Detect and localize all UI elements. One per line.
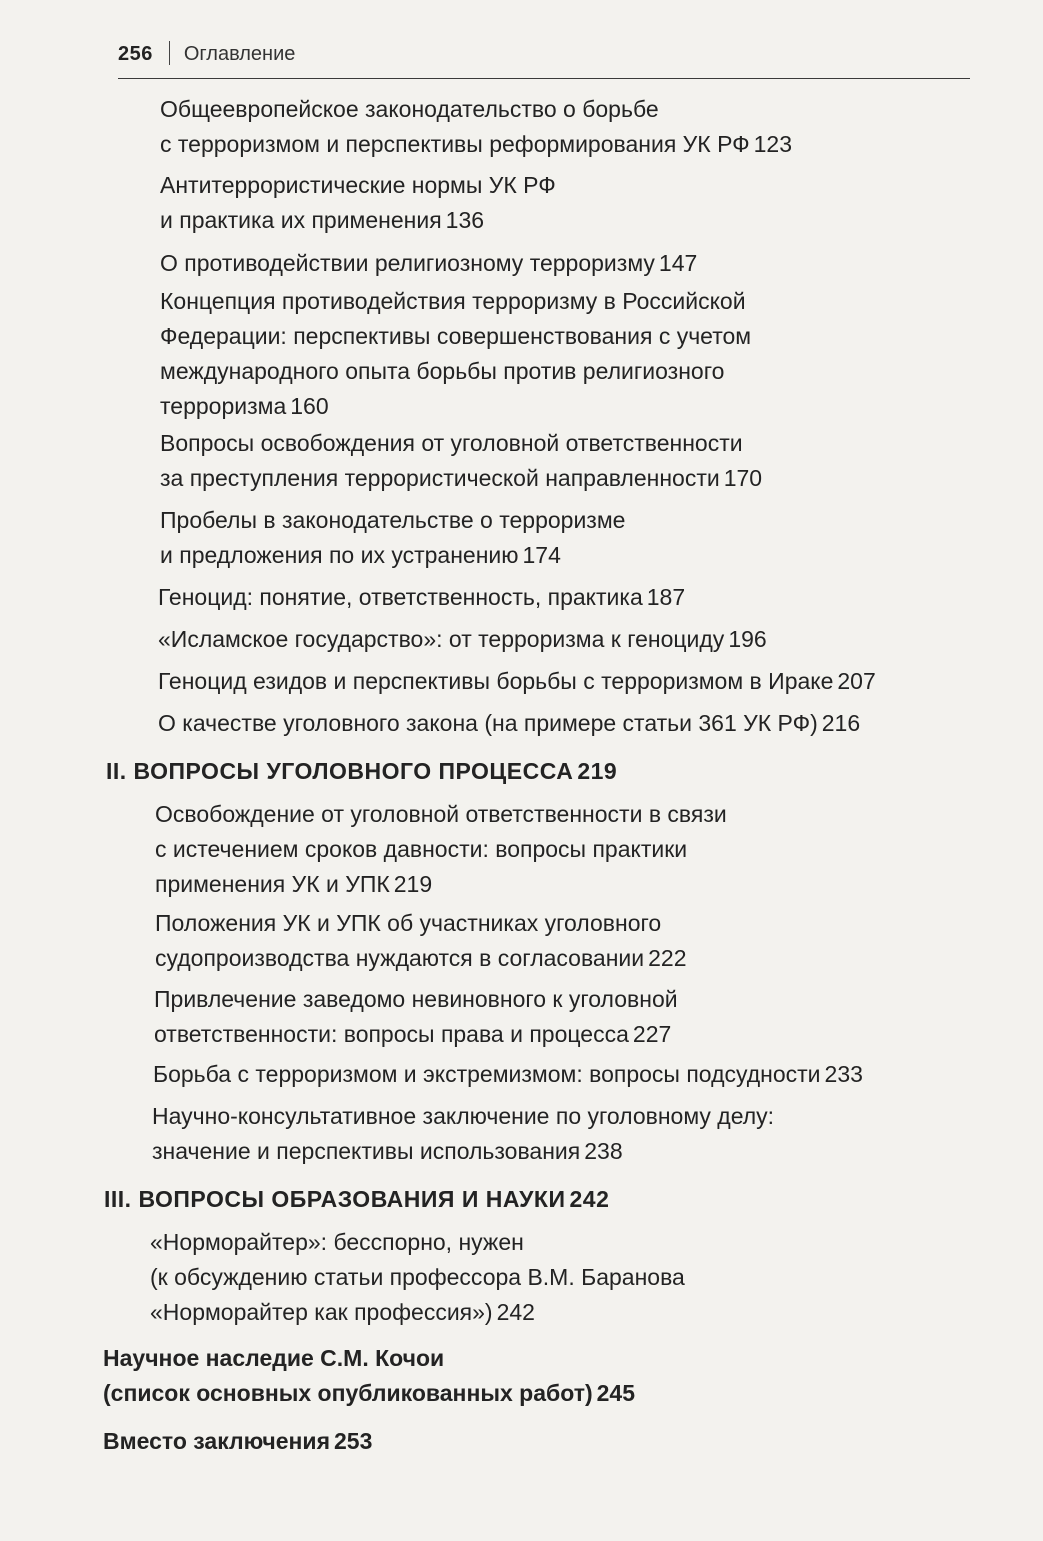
toc-entry[interactable] xyxy=(150,1225,950,1330)
toc-entry[interactable] xyxy=(152,1099,952,1169)
toc-entry[interactable] xyxy=(155,797,955,902)
toc-entry-line: Геноцид: понятие, ответственность, практика xyxy=(158,584,643,610)
toc-entry[interactable] xyxy=(154,982,954,1052)
toc-entry[interactable] xyxy=(155,906,955,976)
toc-entry-line: «Норморайтер как профессия») xyxy=(150,1299,493,1325)
toc-page-number: 207 xyxy=(837,668,876,694)
toc-entry-line: с терроризмом и перспективы реформирования УК РФ xyxy=(160,131,750,157)
toc-page-number: 174 xyxy=(522,542,561,568)
toc-entry[interactable] xyxy=(160,246,962,281)
toc-entry[interactable] xyxy=(103,1424,949,1459)
toc-entry-line: (список основных опубликованных работ) xyxy=(103,1380,593,1406)
header-divider xyxy=(169,41,170,65)
toc-entry-line: Геноцид езидов и перспективы борьбы с терроризмом в Ираке xyxy=(158,668,834,694)
toc-entry-line: О противодействии религиозному терроризму xyxy=(160,250,655,276)
toc-entry[interactable] xyxy=(158,706,958,741)
toc-entry-line: значение и перспективы использования xyxy=(152,1138,581,1164)
toc-page-number: 170 xyxy=(723,465,763,491)
toc-page-number: 238 xyxy=(584,1138,623,1164)
toc-entry-line: международного опыта борьбы против религиозного xyxy=(160,358,725,384)
toc-entry[interactable] xyxy=(158,622,958,657)
toc-entry[interactable] xyxy=(158,664,958,699)
toc-entry-line: и практика их применения xyxy=(160,207,442,233)
toc-entry-line: и предложения по их устранению xyxy=(160,542,519,568)
running-header xyxy=(118,40,970,79)
toc-entry-line: III. ВОПРОСЫ ОБРАЗОВАНИЯ И НАУКИ xyxy=(104,1186,566,1212)
toc-page-number: 227 xyxy=(632,1021,672,1047)
toc-entry[interactable] xyxy=(158,580,960,615)
toc-entry-line: за преступления террористической направленности xyxy=(160,465,720,491)
toc-entry-line: Привлечение заведомо невиновного к уголовной xyxy=(154,986,678,1012)
toc-entry-line: Общеевропейское законодательство о борьбе xyxy=(160,96,659,122)
toc-entry-line: Антитеррористические нормы УК РФ xyxy=(160,172,556,198)
toc-page-number: 136 xyxy=(445,207,485,233)
toc-page-number: 123 xyxy=(753,131,793,157)
toc-entry-line: Освобождение от уголовной ответственности в связи xyxy=(155,801,727,827)
toc-page-number: 219 xyxy=(577,758,618,784)
toc-entry-line: II. ВОПРОСЫ УГОЛОВНОГО ПРОЦЕССА xyxy=(106,758,574,784)
toc-section-heading[interactable] xyxy=(106,754,956,789)
toc-page-number: 147 xyxy=(658,250,698,276)
toc-entry-line: «Норморайтер»: бесспорно, нужен xyxy=(150,1229,524,1255)
toc-page-number: 160 xyxy=(290,393,329,419)
toc-page-number: 233 xyxy=(824,1061,863,1087)
toc-page-number: 242 xyxy=(496,1299,535,1325)
toc-entry-line: Пробелы в законодательстве о терроризме xyxy=(160,507,626,533)
toc-entry-line: Концепция противодействия терроризму в Российской xyxy=(160,288,746,314)
toc-entry[interactable] xyxy=(160,168,962,238)
toc-entry-line: Федерации: перспективы совершенствования с учетом xyxy=(160,323,752,349)
toc-entry-line: судопроизводства нуждаются в согласовании xyxy=(155,945,645,971)
toc-page-number: 245 xyxy=(596,1380,635,1406)
toc-entry-line: ответственности: вопросы права и процесса xyxy=(154,1021,629,1047)
toc-entry-line: О качестве уголовного закона (на примере статьи 361 УК РФ) xyxy=(158,710,818,736)
toc-page-number: 222 xyxy=(648,945,687,971)
toc-entry[interactable] xyxy=(160,426,962,496)
toc-entry[interactable] xyxy=(160,503,962,573)
toc-section-heading[interactable] xyxy=(104,1182,952,1217)
toc-entry-line: Положения УК и УПК об участниках уголовного xyxy=(155,910,662,936)
toc-entry-line: применения УК и УПК xyxy=(155,871,390,897)
toc-entry[interactable] xyxy=(160,92,962,162)
toc-entry-line: терроризма xyxy=(160,393,287,419)
header-title: Оглавление xyxy=(183,43,296,65)
toc-entry-line: Борьба с терроризмом и экстремизмом: вопросы подсудности xyxy=(153,1061,821,1087)
toc-page-number: 253 xyxy=(334,1428,373,1454)
toc-page-number: 219 xyxy=(393,871,433,897)
toc-entry-line: Научно-консультативное заключение по уголовному делу: xyxy=(152,1103,775,1129)
toc-page-number: 187 xyxy=(646,584,686,610)
toc-entry-line: Вместо заключения xyxy=(103,1428,330,1454)
toc-entry[interactable] xyxy=(160,284,962,424)
toc-entry-line: «Исламское государство»: от терроризма к геноциду xyxy=(158,626,725,652)
toc-entry-line: Научное наследие С.М. Кочои xyxy=(103,1345,445,1371)
toc-entry-line: Вопросы освобождения от уголовной ответственности xyxy=(160,430,743,456)
page-number: 256 xyxy=(118,43,153,65)
toc-entry[interactable] xyxy=(153,1057,953,1092)
toc-page-number: 196 xyxy=(728,626,767,652)
toc-entry-line: (к обсуждению статьи профессора В.М. Баранова xyxy=(150,1264,685,1290)
toc-entry[interactable] xyxy=(103,1341,949,1411)
toc-entry-line: с истечением сроков давности: вопросы практики xyxy=(155,836,688,862)
toc-page-number: 216 xyxy=(821,710,861,736)
toc-page-number: 242 xyxy=(569,1186,610,1212)
